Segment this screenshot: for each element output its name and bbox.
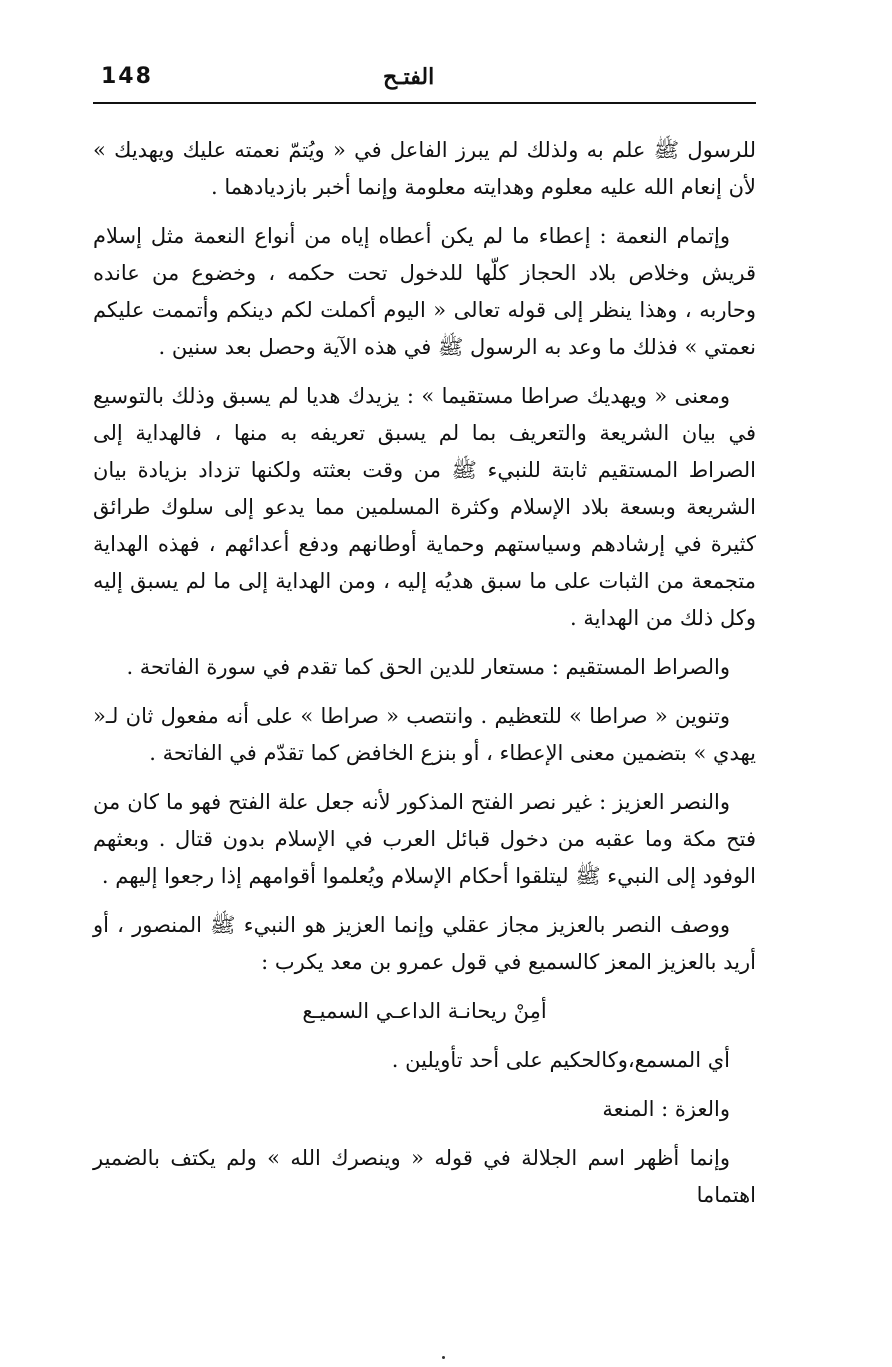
paragraph: ووصف النصر بالعزيز مجاز عقلي وإنما العزيز هو النبيء ﷺ المنصور ، أو أريد بالعزيز المعز كالسميع في قول عمرو بن معد يكرب : — [93, 913, 756, 974]
paragraph: ومعنى « ويهديك صراطا مستقيما » : يزيدك هديا لم يسبق وذلك بالتوسيع في بيان الشريعة والتعريف بما لم يسبق تعريفه به منها ، فالهداية إلى الصراط المستقيم ثابتة للنبيء ﷺ من وقت بعثته ولكنها تزداد بزيادة بيان الشريعة وبسعة بلاد الإسلام وكثرة المسلمين مما يدعو إلى سلوك طرائق كثيرة في إرشادهم وسياستهم وحماية أوطانهم ودفع أعدائهم ، فهذه الهداية متجمعة من الثبات على ما سبق هديُه إليه ، ومن الهداية إلى ما لم يسبق إليه وكل ذلك من الهداية . — [93, 384, 756, 630]
paragraph: وإنما أظهر اسم الجلالة في قوله « وينصرك الله » ولم يكتف بالضمير اهتماما — [93, 1146, 756, 1207]
paragraph: أي المسمع،وكالحكيم على أحد تأويلين . — [391, 1048, 730, 1072]
paragraph: للرسول ﷺ علم به ولذلك لم يبرز الفاعل في « ويُتمّ نعمته عليك ويهديك » لأن إنعام الله عليه معلوم وهدايته معلومة وإنما أخبر بازديادهما . — [93, 138, 756, 199]
page-speck — [442, 1356, 445, 1359]
paragraph: وإتمام النعمة : إعطاء ما لم يكن أعطاه إياه من أنواع النعمة مثل إسلام قريش وخلاص بلاد الحجاز كلّها للدخول تحت حكمه ، وخضوع من عانده وحاربه ، وهذا ينظر إلى قوله تعالى « اليوم أكملت لكم دينكم وأتممت عليكم نعمتي » فذلك ما وعد به الرسول ﷺ في هذه الآية وحصل بعد سنين . — [93, 224, 756, 359]
paragraph: والعزة : المنعة — [602, 1097, 730, 1121]
paragraph: وتنوين « صراطا » للتعظيم . وانتصب « صراطا » على أنه مفعول ثان لـ« يهدي » بتضمين معنى الإعطاء ، أو بنزع الخافض كما تقدّم في الفاتحة . — [93, 704, 756, 765]
page-header — [93, 60, 756, 102]
paragraph: والنصر العزيز : غير نصر الفتح المذكور لأنه جعل علة الفتح فهو ما كان من فتح مكة وما عقبه من دخول قبائل العرب في الإسلام بدون قتال . وبعثهم الوفود إلى النبيء ﷺ ليتلقوا أحكام الإسلام ويُعلموا أقوامهم إذا رجعوا إليهم . — [93, 790, 756, 888]
running-title: الفتـح — [383, 64, 435, 90]
header-rule — [93, 102, 756, 104]
page-number: 148 — [101, 64, 153, 89]
paragraph: والصراط المستقيم : مستعار للدين الحق كما تقدم في سورة الفاتحة . — [126, 655, 730, 679]
page-body — [93, 132, 756, 1226]
poetry-verse: أمِنْ ريحانـة الداعـي السميـع — [302, 999, 547, 1023]
